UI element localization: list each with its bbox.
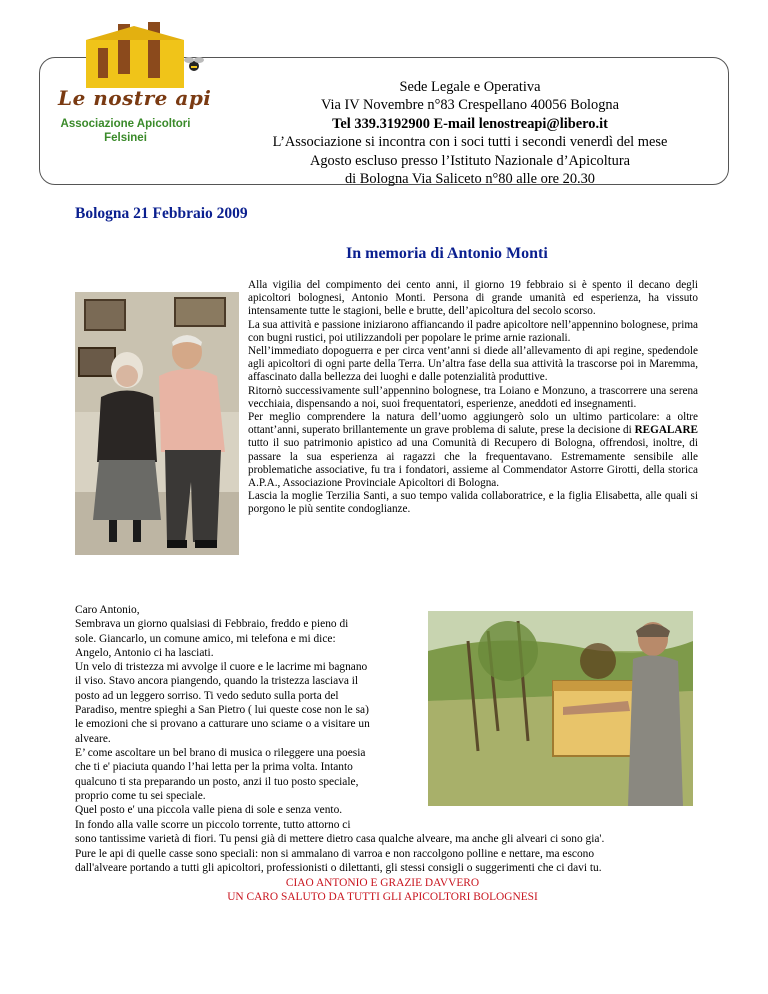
letter-line: Pure le api di quelle casse sono speciali: non si ammalano di varroa e non raccolgono polline e nettare, ma escono xyxy=(75,847,595,860)
letter-line: Un velo di tristezza mi avvolge il cuore e le lacrime mi bagnano xyxy=(75,661,368,674)
closing-message xyxy=(120,876,645,905)
emphasis-regalare: REGALARE xyxy=(634,424,698,437)
hive-graphic-icon xyxy=(58,22,218,92)
body-paragraph: La sua attività e passione iniziarono affiancando il padre apicoltore nell’appennino bolognese, prima con bugni rustici, poi utilizzandoli per popolare le prime arnie razionali. xyxy=(248,318,698,344)
header-line: Sede Legale e Operativa xyxy=(399,79,541,95)
letter-line: che ti e' piaciuta quando l’hai letta per la prima volta. Intanto xyxy=(75,761,353,774)
letter-line: proprio come tu sei speciale. xyxy=(75,789,206,802)
header-line: Via IV Novembre n°83 Crespellano 40056 Bologna xyxy=(321,97,619,114)
header-line: L’Associazione si incontra con i soci tutti i secondi venerdì del mese xyxy=(272,134,668,151)
letter-line: posto ad un leggero sorriso. Ti vedo seduto sulla porta del xyxy=(75,689,339,702)
memorial-body xyxy=(248,279,698,517)
memorial-title: In memoria di Antonio Monti xyxy=(346,245,548,262)
logo-title: Le nostre api xyxy=(58,86,212,110)
body-paragraph: Lascia la moglie Terzilia Santi, a suo tempo valida collaboratrice, e la figlia Elisabetta, alle quali si porgono le più sentite condoglianze. xyxy=(248,490,698,516)
body-paragraph: Ritornò successivamente sull’appennino bolognese, tra Loiano e Monzuno, a trascorrere una serena vecchiaia, dispensando a noi, suoi frequentatori, esperienze, aneddoti ed insegnamenti. xyxy=(248,384,698,410)
letter-text-continued xyxy=(75,818,715,875)
letter-line: In fondo alla valle scorre un piccolo torrente, tutto attorno ci xyxy=(75,819,351,831)
letter-line: alveare. xyxy=(75,732,111,745)
couple-photo xyxy=(75,292,239,555)
letter-line: Paradiso, mentre spieghi a San Pietro ( lui queste cose non le sa) xyxy=(75,704,369,717)
letter-line: Angelo, Antonio ci ha lasciati. xyxy=(75,646,214,659)
beekeeper-photo xyxy=(428,611,693,806)
body-text-span: tutto il suo patrimonio apistico ad una Comunità di Recupero di Bologna, offrendosi, inoltre, di passare la sua esperienza ai ragazzi che la frequentavano. Estremamente sensibile alle problematiche associative, fu tra i fondatori, assieme al Commendator Astorre Girotti, della storica A.P.A., Associazione Provinciale Apicoltori di Bologna. xyxy=(248,437,698,490)
letter-line: E’ come ascoltare un bel brano di musica o rileggere una poesia xyxy=(75,746,366,759)
document-date: Bologna 21 Febbraio 2009 xyxy=(75,205,248,222)
header-address xyxy=(262,78,678,188)
logo-subtitle-line2: Felsinei xyxy=(104,132,147,144)
letter-line: Quel posto e' una piccola valle piena di sole e senza vento. xyxy=(75,804,343,817)
closing-line: UN CARO SALUTO DA TUTTI GLI APICOLTORI BOLOGNESI xyxy=(227,891,538,904)
header-line: di Bologna Via Saliceto n°80 alle ore 20.30 xyxy=(344,171,595,188)
letter-line: sono tantissime varietà di fiori. Tu pensi già di mettere dietro casa qualche alveare, ma anche gli alveari ci sono gia'. xyxy=(75,833,605,846)
body-paragraph xyxy=(248,411,698,490)
body-paragraph: Alla vigilia del compimento dei cento anni, il giorno 19 febbraio si è spento il decano degli apicoltori bolognesi, Antonio Monti. Persona di grande umanità ed esperienza, ha vissuto intensamente tutte le stagioni, belle e brutte, dell’apicoltura del secolo scorso. xyxy=(248,279,698,318)
letter-line: Caro Antonio, xyxy=(75,604,140,616)
closing-line: CIAO ANTONIO E GRAZIE DAVVERO xyxy=(285,877,480,889)
body-paragraph: Nell’immediato dopoguerra e per circa vent’anni si diede all’allevamento di api regine, spedendole agli apicoltori di ogni parte della Terra. Un’altra fase della sua attività la trascorse poi in Maremma, affascinato dalla bellezza dei luoghi e dalle potenzialità produttive. xyxy=(248,345,698,384)
letter-text xyxy=(75,603,425,817)
header-line: Agosto escluso presso l’Istituto Nazionale d’Apicoltura xyxy=(309,152,631,169)
letter-line: il viso. Stavo ancora piangendo, quando la tristezza lasciava il xyxy=(75,675,359,688)
letter-line: Sembrava un giorno qualsiasi di Febbraio, freddo e pieno di xyxy=(75,618,349,631)
body-text-span: Per meglio comprendere la natura dell’uomo aggiungerò solo un ultimo particolare: a oltre ottant’anni, superato brillantemente un grave problema di salute, prese la decisione di xyxy=(248,411,698,437)
logo-subtitle-line1: Associazione Apicoltori xyxy=(60,118,191,130)
header-contact-line: Tel 339.3192900 E-mail lenostreapi@libero.it xyxy=(332,115,608,132)
letter-line: qualcuno ti sta preparando un posto, anzi il tuo posto speciale, xyxy=(75,775,359,788)
association-logo xyxy=(58,22,228,172)
letter-line: dall'alveare portando a tutti gli apicoltori, professionisti o dilettanti, gli stessi consigli o suggerimenti che ci davi tu. xyxy=(75,861,602,874)
letter-line: le emozioni che si provano a catturare uno sciame o a visitare un xyxy=(75,718,370,731)
letter-line: sole. Giancarlo, un comune amico, mi telefona e mi dice: xyxy=(75,632,336,645)
